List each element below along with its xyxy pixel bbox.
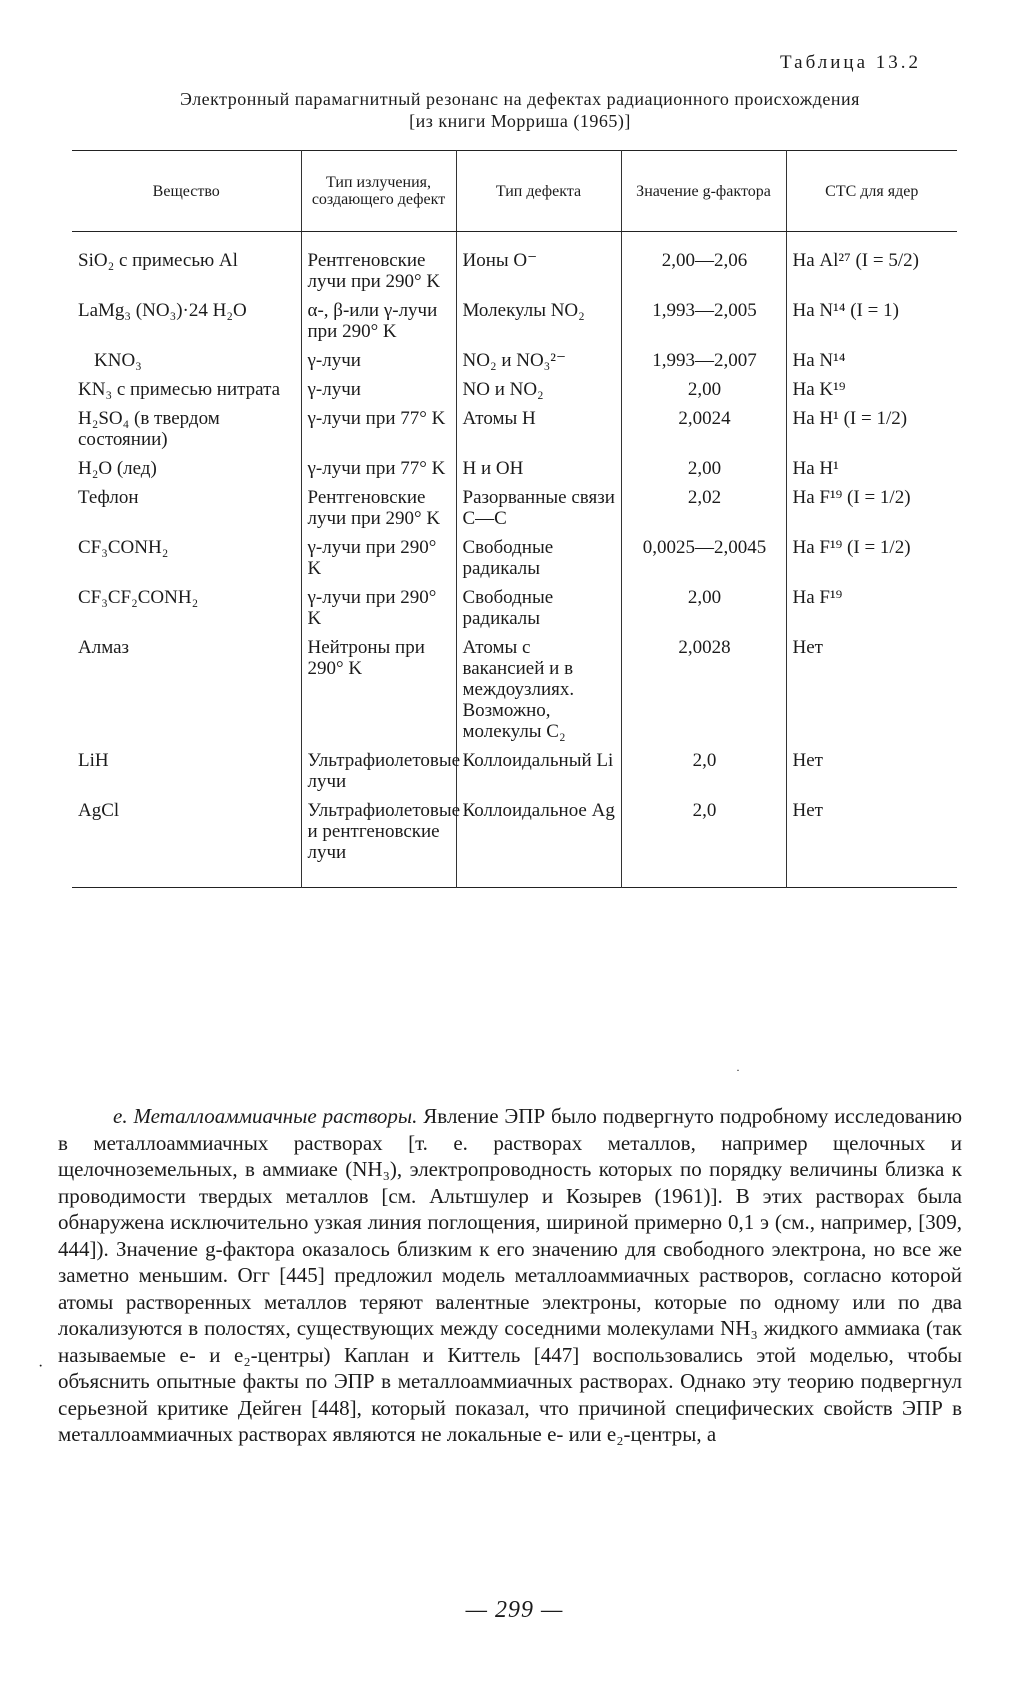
- cell-radiation: γ-лучи при 77° K: [301, 458, 456, 487]
- cell-g-factor: 2,0: [621, 750, 786, 800]
- cell-g-factor: 2,02: [621, 487, 786, 537]
- cell-g-factor: 2,0: [621, 800, 786, 888]
- table-row: [72, 350, 957, 379]
- cell-defect: H и OH: [456, 458, 621, 487]
- table-row: [72, 637, 957, 750]
- cell-defect: Свободные радикалы: [456, 587, 621, 637]
- cell-substance: CF₃CF₂CONH₂: [78, 587, 199, 608]
- table-header-row: [72, 151, 957, 232]
- cell-hfs: Нет: [786, 800, 957, 888]
- cell-radiation: Рентгеновские лучи при 290° K: [301, 487, 456, 537]
- cell-hfs: На K¹⁹: [786, 379, 957, 408]
- print-speck: ·: [736, 1063, 740, 1077]
- cell-substance: Тефлон: [78, 487, 139, 508]
- cell-defect: Разорванные связи C—C: [456, 487, 621, 537]
- cell-radiation: γ-лучи: [301, 379, 456, 408]
- table-row: [72, 800, 957, 888]
- cell-defect: Свободные радикалы: [456, 537, 621, 587]
- cell-hfs: На F¹⁹ (I = 1/2): [786, 487, 957, 537]
- column-header-g-factor: Значение g-фактора: [621, 151, 786, 232]
- cell-radiation: Рентгеновские лучи при 290° K: [301, 232, 456, 301]
- cell-hfs: На Al²⁷ (I = 5/2): [786, 232, 957, 301]
- column-header-defect-type: Тип дефекта: [456, 151, 621, 232]
- cell-substance: CF₃CONH₂: [78, 537, 169, 558]
- cell-hfs: На H¹: [786, 458, 957, 487]
- cell-defect: Ионы O⁻: [456, 232, 621, 301]
- cell-substance: KNO₃: [94, 350, 142, 371]
- table-caption-line-2: [из книги Морриша (1965)]: [409, 111, 631, 131]
- table-row: [72, 300, 957, 350]
- cell-hfs: На H¹ (I = 1/2): [786, 408, 957, 458]
- section-heading: е. Металлоаммиачные растворы.: [113, 1104, 418, 1128]
- cell-g-factor: 2,0028: [621, 637, 786, 750]
- cell-defect: Атомы H: [456, 408, 621, 458]
- cell-defect: Молекулы NO₂: [456, 300, 621, 350]
- column-header-radiation-type: Тип излучения, создающего дефект: [301, 151, 456, 232]
- cell-substance: Алмаз: [78, 637, 130, 658]
- table-caption-line-1: Электронный парамагнитный резонанс на дефектах радиационного происхождения: [180, 89, 860, 109]
- cell-hfs: Нет: [786, 637, 957, 750]
- cell-g-factor: 2,00: [621, 458, 786, 487]
- cell-radiation: γ-лучи: [301, 350, 456, 379]
- cell-radiation: γ-лучи при 77° K: [301, 408, 456, 458]
- table-row: [72, 232, 957, 301]
- table-caption: [60, 88, 980, 132]
- table-row: [72, 487, 957, 537]
- cell-g-factor: 1,993—2,007: [621, 350, 786, 379]
- cell-g-factor: 0,0025—2,0045: [621, 537, 786, 587]
- cell-defect: Коллоидальный Li: [456, 750, 621, 800]
- cell-g-factor: 2,00: [621, 587, 786, 637]
- page-number: — 299 —: [465, 1597, 564, 1623]
- table-row: [72, 587, 957, 637]
- cell-g-factor: 2,0024: [621, 408, 786, 458]
- cell-hfs: На F¹⁹ (I = 1/2): [786, 537, 957, 587]
- cell-radiation: α-, β-или γ-лучи при 290° K: [301, 300, 456, 350]
- body-paragraph: [58, 1103, 962, 1448]
- cell-defect: Коллоидальное Ag: [456, 800, 621, 888]
- table-row: [72, 458, 957, 487]
- cell-defect: NO₂ и NO₃²⁻: [456, 350, 621, 379]
- cell-hfs: На N¹⁴ (I = 1): [786, 300, 957, 350]
- cell-hfs: На N¹⁴: [786, 350, 957, 379]
- cell-defect: NO и NO₂: [456, 379, 621, 408]
- table-number-label: Таблица 13.2: [780, 52, 922, 73]
- table-row: [72, 537, 957, 587]
- cell-hfs: На F¹⁹: [786, 587, 957, 637]
- column-header-hfs-nuclei: СТС для ядер: [786, 151, 957, 232]
- cell-g-factor: 2,00—2,06: [621, 232, 786, 301]
- cell-substance: LaMg₃ (NO₃)·24 H₂O: [78, 300, 247, 321]
- cell-g-factor: 2,00: [621, 379, 786, 408]
- paragraph-text: Явление ЭПР было подвергнуто подробному исследованию в металлоаммиачных растворах [т. е. растворах металлов, например щелочных и щелочноземельных, в аммиаке (NH₃), электропроводность которых по порядку величины близка к проводимости твердых металлов [см. Альтшулер и Козырев (1961)]. В этих растворах была обнаружена исключительно узкая линия поглощения, шириной примерно 0,1 э (см., например, [309, 444]). Значение g-фактора оказалось близким к его значению для свободного электрона, но все же заметно меньшим. Огг [445] предложил модель металлоаммиачных растворов, согласно которой атомы растворенных металлов теряют валентные электроны, которые по одному или по два локализуются в полостях, существующих между соседними молекулами NH₃ жидкого аммиака (так называемые е- и е₂-центры) Каплан и Киттель [447] воспользовались этой моделью, чтобы объяснить опытные факты по ЭПР в металлоаммиачных растворах. Однако эту теорию подвергнул серьезной критике Дейген [448], который показал, что причиной специфических свойств ЭПР в металлоаммиачных растворах являются не локальные е- или е₂-центры, а: [58, 1104, 963, 1446]
- table-row: [72, 379, 957, 408]
- cell-substance: LiH: [78, 750, 109, 771]
- cell-hfs: Нет: [786, 750, 957, 800]
- cell-g-factor: 1,993—2,005: [621, 300, 786, 350]
- cell-substance: KN₃ с примесью нитрата: [78, 379, 281, 400]
- body-section-metal-ammonia: [58, 1103, 962, 1448]
- table-row: [72, 408, 957, 458]
- cell-radiation: Ультрафиолетовые и рентгеновские лучи: [301, 800, 456, 888]
- cell-defect: Атомы с вакансией и в междоузлиях. Возможно, молекулы C₂: [456, 637, 621, 750]
- cell-radiation: γ-лучи при 290° K: [301, 537, 456, 587]
- table-row: [72, 750, 957, 800]
- cell-radiation: Нейтроны при 290° K: [301, 637, 456, 750]
- cell-radiation: Ультрафиолетовые лучи: [301, 750, 456, 800]
- column-header-substance: Вещество: [72, 151, 301, 232]
- cell-substance: H₂O (лед): [78, 458, 157, 479]
- cell-substance: H₂SO₄ (в твердом состоянии): [78, 408, 220, 450]
- epr-defects-table: [72, 150, 957, 888]
- cell-substance: AgCl: [78, 800, 120, 821]
- cell-radiation: γ-лучи при 290° K: [301, 587, 456, 637]
- cell-substance: SiO₂ с примесью Al: [78, 250, 238, 271]
- margin-dot: ·: [38, 1358, 44, 1375]
